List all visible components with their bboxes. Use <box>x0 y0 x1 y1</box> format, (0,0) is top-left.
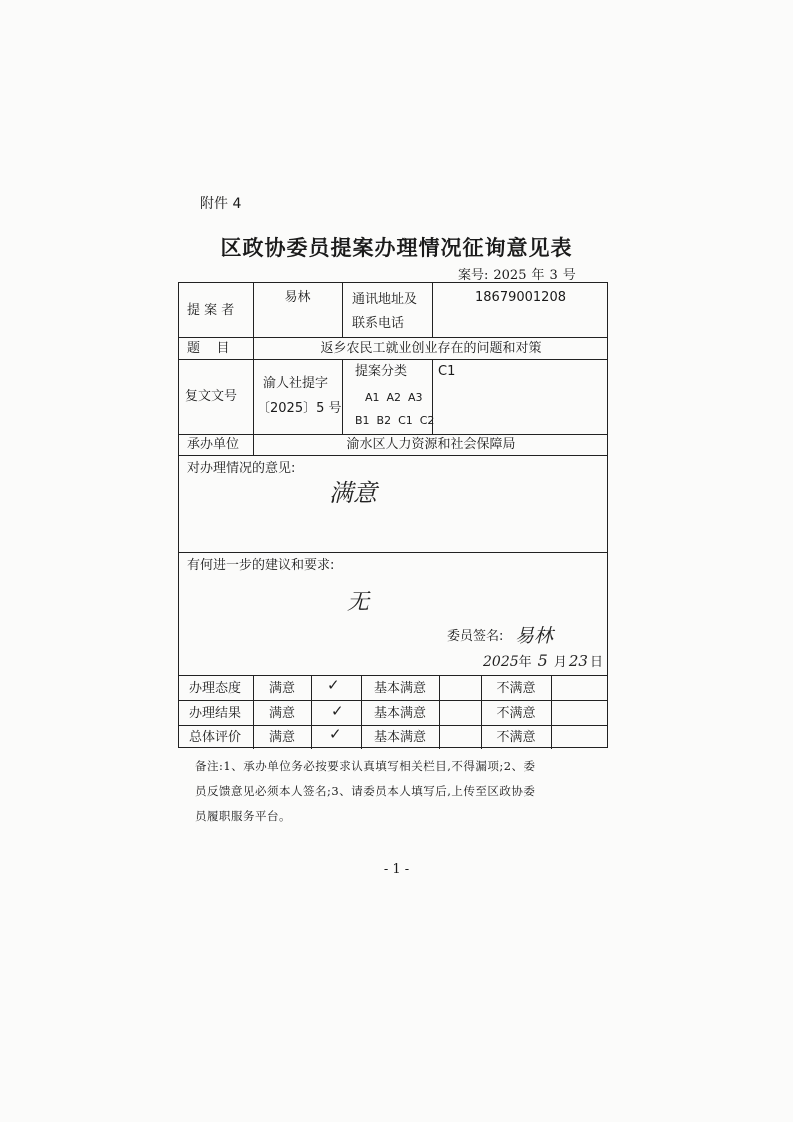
rating-row-label: 办理态度 <box>189 681 242 696</box>
remarks-line: 员履职服务平台。 <box>195 809 291 823</box>
opinion-form-table <box>178 282 608 748</box>
column-divider <box>342 283 343 337</box>
row-divider <box>179 700 607 701</box>
category-options-line1: A1 A2 A3 <box>365 391 423 404</box>
topic-label: 题 目 <box>187 341 230 356</box>
rating-option-basic: 基本满意 <box>373 730 426 745</box>
handler-value: 渝水区人力资源和社会保障局 <box>346 437 516 452</box>
signature-handwritten: 易林 <box>515 625 554 647</box>
rating-option-satisfied: 满意 <box>268 730 295 745</box>
signature-date <box>483 652 603 671</box>
column-divider <box>253 283 254 455</box>
checkmark-icon: ✓ <box>331 702 344 720</box>
topic-value: 返乡农民工就业创业存在的问题和对策 <box>320 341 542 356</box>
suggestion-label: 有何进一步的建议和要求: <box>187 558 335 573</box>
remarks-line: 员反馈意见必须本人签名;3、请委员本人填写后,上传至区政协委 <box>195 784 536 798</box>
rating-row-label: 总体评价 <box>189 730 242 745</box>
case-number <box>458 264 581 283</box>
date-year: 2025 <box>483 654 519 670</box>
proposer-name: 易林 <box>284 290 311 305</box>
form-title: 区政协委员提案办理情况征询意见表 <box>220 235 573 260</box>
case-number-year: 2025 <box>493 268 527 283</box>
date-year-unit: 年 <box>518 655 532 670</box>
column-divider <box>551 675 552 749</box>
suggestion-handwritten: 无 <box>347 590 370 615</box>
case-number-unit: 号 <box>562 268 576 283</box>
rating-option-unsatisfied: 不满意 <box>496 730 536 745</box>
proposer-label: 提 案 者 <box>187 303 235 318</box>
reply-doc-line2: 〔2025〕5 号 <box>257 401 342 416</box>
contact-phone: 18679001208 <box>475 290 566 305</box>
date-day: 23 <box>568 652 588 670</box>
contact-label-line1: 通讯地址及 <box>352 292 418 307</box>
date-day-unit: 日 <box>589 655 603 670</box>
checkmark-icon: ✓ <box>329 725 342 743</box>
rating-option-unsatisfied: 不满意 <box>496 681 536 696</box>
row-divider <box>179 675 607 676</box>
contact-label-line2: 联系电话 <box>352 316 405 331</box>
row-divider <box>179 552 607 553</box>
row-divider <box>179 725 607 726</box>
rating-option-satisfied: 满意 <box>268 706 295 721</box>
row-divider <box>179 455 607 456</box>
page-number: - 1 - <box>383 862 410 877</box>
handler-label: 承办单位 <box>187 437 240 452</box>
rating-row-label: 办理结果 <box>189 706 242 721</box>
rating-option-basic: 基本满意 <box>373 706 426 721</box>
attachment-label: 附件 4 <box>200 196 242 212</box>
date-month-unit: 月 <box>553 655 567 670</box>
case-number-value: 3 <box>549 268 558 283</box>
row-divider <box>179 434 607 435</box>
column-divider <box>439 675 440 749</box>
rating-option-satisfied: 满意 <box>268 681 295 696</box>
rating-option-basic: 基本满意 <box>373 681 426 696</box>
checkmark-icon: ✓ <box>327 676 340 694</box>
row-divider <box>179 359 607 360</box>
category-options-line2: B1 B2 C1 C2 <box>355 414 435 427</box>
category-label: 提案分类 <box>355 364 408 379</box>
case-number-year-unit: 年 <box>531 268 545 283</box>
reply-doc-line1: 渝人社提字 <box>263 376 329 391</box>
signature-label: 委员签名: <box>447 629 504 644</box>
opinion-label: 对办理情况的意见: <box>187 461 296 476</box>
remarks-note <box>195 754 607 829</box>
column-divider <box>342 359 343 434</box>
date-month: 5 <box>537 651 548 670</box>
column-divider <box>311 675 312 749</box>
remarks-line: 备注:1、承办单位务必按要求认真填写相关栏目,不得漏项;2、委 <box>195 759 536 773</box>
opinion-handwritten: 满意 <box>329 479 377 507</box>
case-number-label: 案号: <box>458 268 489 283</box>
reply-doc-label: 复文文号 <box>185 389 238 404</box>
rating-option-unsatisfied: 不满意 <box>496 706 536 721</box>
category-value: C1 <box>438 364 456 379</box>
row-divider <box>179 337 607 338</box>
